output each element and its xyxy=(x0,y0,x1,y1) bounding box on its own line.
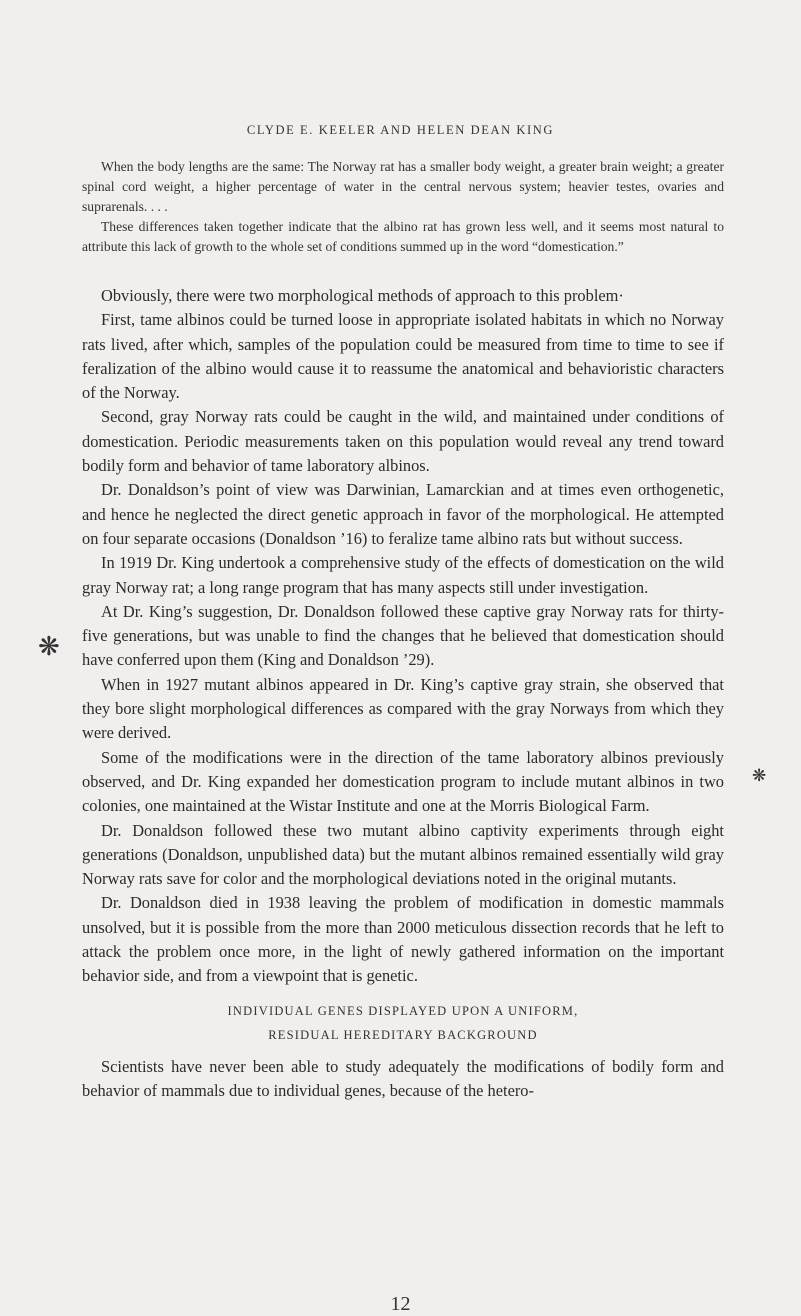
body-paragraph: Dr. Donaldson followed these two mutant albino captivity experiments through eight generations (Donaldson, unpublished data) but the mutant albinos remained essentially wild gray Norway rats save for color and the morphological deviations noted in the original mutants. xyxy=(82,820,724,889)
section-heading-line: RESIDUAL HEREDITARY BACKGROUND xyxy=(268,1027,538,1042)
body-text xyxy=(82,284,724,1103)
section-heading-line: INDIVIDUAL GENES DISPLAYED UPON A UNIFORM, xyxy=(227,1003,579,1018)
quote-paragraph: These differences taken together indicate that the albino rat has grown less well, and it seems most natural to attribute this lack of growth to the whole set of conditions summed up in the word “domestication.” xyxy=(82,219,724,254)
body-paragraph: At Dr. King’s suggestion, Dr. Donaldson followed these captive gray Norway rats for thirty-five generations, but was unable to find the changes that he believed that domestication should have conferred upon them (King and Donaldson ’29). xyxy=(82,601,724,670)
section-heading xyxy=(82,999,724,1047)
quote-paragraph: When the body lengths are the same: The Norway rat has a smaller body weight, a greater brain weight; a greater spinal cord weight, a higher percentage of water in the central nervous system; heavier testes, ovaries and suprarenals. . . . xyxy=(82,159,724,214)
body-paragraph: Obviously, there were two morphological methods of approach to this problem· xyxy=(101,286,624,305)
block-quote xyxy=(82,157,724,257)
running-head: CLYDE E. KEELER AND HELEN DEAN KING xyxy=(246,123,555,137)
body-paragraph: Second, gray Norway rats could be caught in the wild, and maintained under conditions of domestication. Periodic measurements taken on this population would reveal any trend toward bodily form and behavior of tame laboratory albinos. xyxy=(82,407,724,476)
body-paragraph: Dr. Donaldson’s point of view was Darwinian, Lamarckian and at times even orthogenetic, and hence he neglected the direct genetic approach in favor of the morphological. He attempted on four separate occasions (Donaldson ’16) to feralize tame albino rats but without success. xyxy=(82,480,724,548)
page-number: 12 xyxy=(390,1293,411,1315)
body-paragraph: Scientists have never been able to study adequately the modifications of bodily form and behavior of mammals due to individual genes, because of the hetero- xyxy=(82,1056,724,1100)
body-paragraph: Dr. Donaldson died in 1938 leaving the problem of modification in domestic mammals unsolved, but it is possible from the more than 2000 meticulous dissection records that he left to attack the problem once more, in the light of newly gathered information on the important behavior side, and from a viewpoint that is genetic. xyxy=(82,893,724,986)
body-paragraph: When in 1927 mutant albinos appeared in Dr. King’s captive gray strain, she observed that they bore slight morphological differences as compared with the gray Norways from which they were derived. xyxy=(82,674,724,743)
body-paragraph: Some of the modifications were in the direction of the tame laboratory albinos previously observed, and Dr. King expanded her domestication program to include mutant albinos in two colonies, one maintained at the Wistar Institute and one at the Morris Biological Farm. xyxy=(82,747,724,816)
ink-blot-icon: ❋ xyxy=(38,632,60,662)
body-paragraph: In 1919 Dr. King undertook a comprehensive study of the effects of domestication on the wild gray Norway rat; a long range program that has many aspects still under investigation. xyxy=(82,553,724,597)
ink-blot-icon: ❋ xyxy=(752,766,767,786)
body-paragraph: First, tame albinos could be turned loose in appropriate isolated habitats in which no Norway rats lived, after which, samples of the population could be measured from time to time to see if feralization of the albino would cause it to reassume the anatomical and behavioristic characters of the Norway. xyxy=(82,310,724,403)
